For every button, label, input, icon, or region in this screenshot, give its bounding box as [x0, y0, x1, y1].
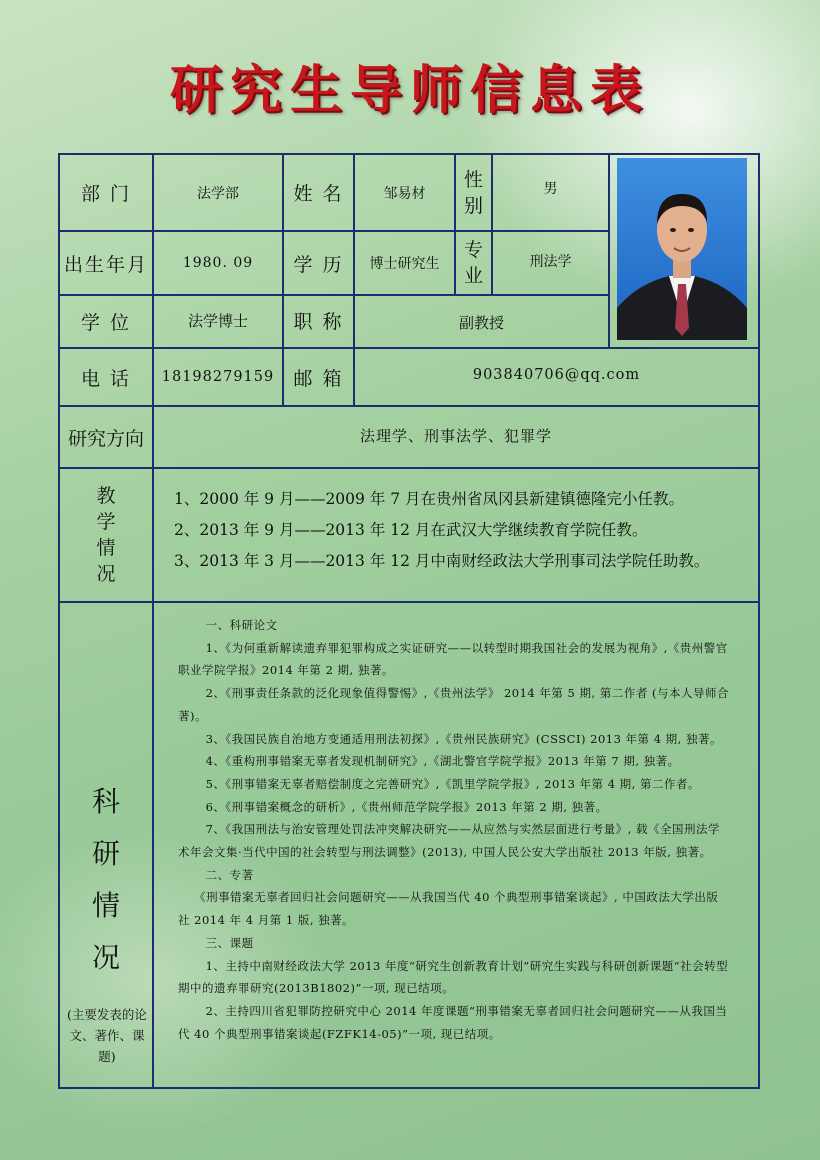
paper-item: 2、《刑事责任条款的泛化现象值得警惕》,《贵州法学》 2014 年第 5 期, 第二作者 (与本人导师合著)。: [178, 686, 729, 723]
section-heading: 一、科研论文: [205, 618, 278, 632]
paper-item: 6、《刑事错案概念的研析》,《贵州师范学院学报》2013 年第 2 期, 独著。: [205, 799, 608, 814]
teaching-item: 3、2013 年 3 月——2013 年 12 月中南财经政法大学刑事司法学院任助教。: [174, 552, 710, 570]
value-name: 邹易材: [383, 185, 426, 202]
teaching-item: 1、2000 年 9 月——2009 年 7 月在贵州省凤冈县新建镇德隆完小任教。: [174, 490, 685, 508]
paper-item: 4、《重构刑事错案无辜者发现机制研究》,《湖北警官学院学报》2013 年第 7 期, 独著。: [205, 754, 680, 769]
research-content: [178, 614, 730, 1045]
value-phone: 18198279159: [161, 369, 275, 385]
label-research: 科 研 情 况: [91, 785, 120, 974]
value-major: 刑法学: [529, 254, 572, 270]
project-item: 2、主持四川省犯罪防控研究中心 2014 年度课题“刑事错案无辜者回归社会问题研究——从我国当代 40 个典型刑事错案谈起(FZFK14-05)”一项, 现已结项。: [178, 1003, 728, 1041]
label-major: 专 业: [463, 239, 483, 287]
portrait-photo: [617, 158, 747, 340]
label-research-direction: 研究方向: [67, 427, 144, 450]
value-department: 法学部: [197, 185, 239, 202]
value-degree: 法学博士: [187, 311, 248, 330]
paper-item: 1、《为何重新解读遗弃罪犯罪构成之实证研究——以转型时期我国社会的发展为视角》,《贵州警官职业学院学报》2014 年第 2 期, 独著。: [178, 640, 728, 678]
page-title: 研究生导师信息表: [169, 61, 650, 121]
label-birth: 出生年月: [63, 253, 148, 276]
teaching-list: [174, 484, 754, 577]
value-email: 903840706@qq.com: [472, 367, 641, 383]
value-birth: 1980. 09: [182, 255, 254, 271]
value-title-rank: 副教授: [458, 314, 504, 332]
paper-item: 3、《我国民族自治地方变通适用刑法初探》,《贵州民族研究》(CSSCI) 2013 年第 4 期, 独著。: [205, 731, 722, 746]
teaching-item: 2、2013 年 9 月——2013 年 12 月在武汉大学继续教育学院任教。: [174, 521, 648, 539]
value-education: 博士研究生: [369, 256, 440, 272]
value-research-direction: 法理学、刑事法学、犯罪学: [359, 426, 552, 445]
project-item: 1、主持中南财经政法大学 2013 年度“研究生创新教育计划”研究生实践与科研创新课题“社会转型期中的遗弃罪研究(2013B1802)”一项, 现已结项。: [178, 958, 729, 996]
label-email: 邮 箱: [293, 367, 344, 390]
label-name: 姓 名: [293, 183, 344, 205]
section-heading: 二、专著: [205, 867, 254, 882]
label-gender: 性 别: [463, 168, 483, 217]
label-education: 学 历: [293, 253, 344, 276]
paper-item: 5、《刑事错案无辜者赔偿制度之完善研究》,《凯里学院学报》, 2013 年第 4 期, 第二作者。: [205, 776, 700, 791]
book-item: 《刑事错案无辜者回归社会问题研究——从我国当代 40 个典型刑事错案谈起》, 中国政法大学出版社 2014 年 4 月第 1 版, 独著。: [178, 890, 719, 928]
section-heading: 三、课题: [205, 935, 254, 950]
label-title-rank: 职 称: [293, 310, 344, 333]
label-phone: 电 话: [80, 367, 132, 390]
value-gender: 男: [543, 180, 558, 197]
paper-item: 7、《我国刑法与治安管理处罚法冲突解决研究——从应然与实然层面进行考量》, 载《全国刑法学术年会文集·当代中国的社会转型与刑法调整》(2013), 中国人民公安大学出版社 2013 年版, 独著。: [178, 822, 720, 860]
label-degree: 学 位: [80, 312, 132, 334]
label-teaching: 教 学 情 况: [96, 485, 116, 585]
label-research-note: (主要发表的论文、著作、课题): [67, 1006, 147, 1064]
label-department: 部 门: [80, 183, 132, 205]
